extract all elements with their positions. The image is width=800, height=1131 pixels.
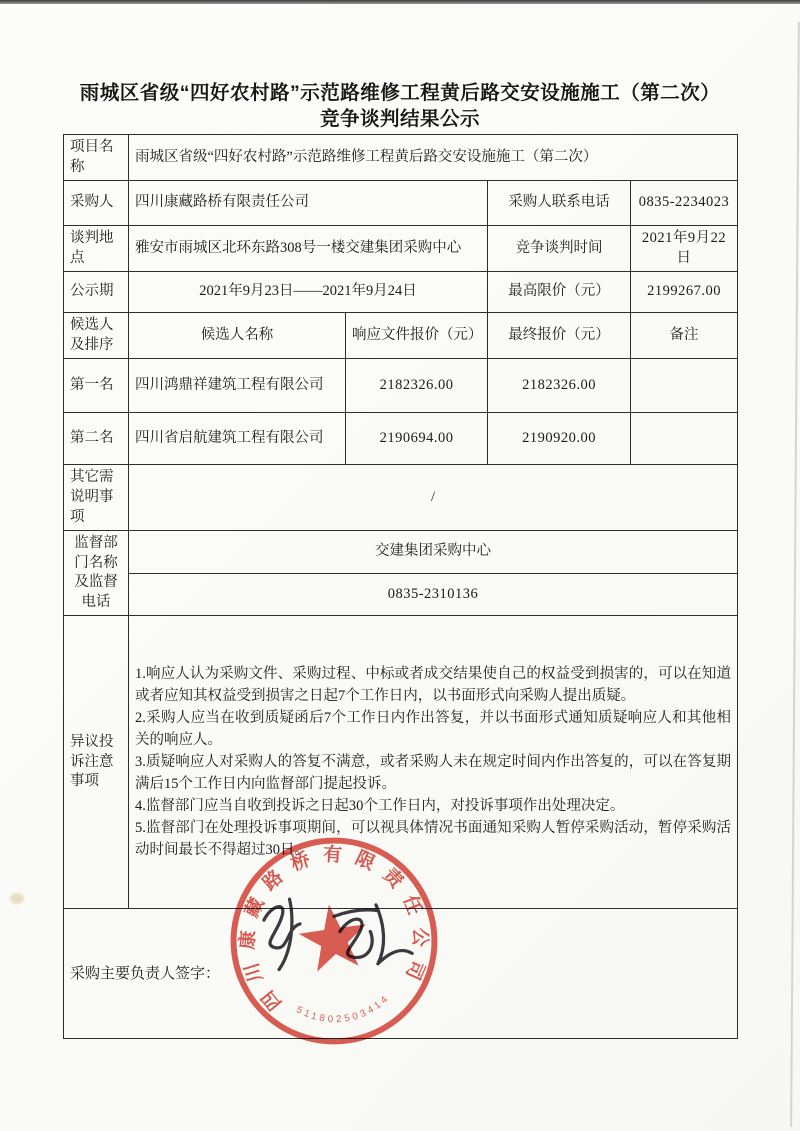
price-cap-label: 最高限价（元） <box>488 272 631 313</box>
negotiation-time-value: 2021年9月22日 <box>631 226 738 272</box>
candidate-2-remark <box>631 413 738 465</box>
negotiation-time-label: 竞争谈判时间 <box>488 226 631 272</box>
candidate-1-rank: 第一名 <box>64 359 129 413</box>
project-value: 雨城区省级“四好农村路”示范路维修工程黄后路交安设施施工（第二次） <box>129 135 738 181</box>
supervisor-phone-value: 0835-2310136 <box>129 574 738 616</box>
project-label: 项目名称 <box>64 135 129 181</box>
publicity-period-value: 2021年9月23日——2021年9月24日 <box>129 272 488 313</box>
venue-value: 雅安市雨城区北环东路308号一楼交建集团采购中心 <box>129 226 488 272</box>
row-supervisor-name <box>64 531 738 574</box>
scan-right-edge-artifact <box>790 22 800 1127</box>
signature-label: 采购主要负责人签字： <box>64 909 738 1039</box>
objection-item-1: 1.响应人认为采购文件、采购过程、中标或者成交结果使自己的权益受到损害的，可以在知道或者应知其权益受到损害之日起7个工作日内，以书面形式向采购人提出质疑。 <box>135 666 731 705</box>
venue-label: 谈判地点 <box>64 226 129 272</box>
candidates-row-label: 候选人及排序 <box>64 313 129 359</box>
handwritten-signature <box>243 862 433 982</box>
objection-label: 异议投诉注意事项 <box>64 616 129 909</box>
purchaser-label: 采购人 <box>64 181 129 226</box>
col-header-candidate-name: 候选人名称 <box>129 313 346 359</box>
purchaser-phone-value: 0835-2234023 <box>631 181 738 226</box>
row-candidate-headers <box>64 313 738 359</box>
objection-item-3: 3.质疑响应人对采购人的答复不满意，或者采购人未在规定时间内作出答复的，可以在答复期满后15个工作日内向监督部门提起投诉。 <box>135 754 731 793</box>
supervisor-label: 监督部门名称及监督电话 <box>64 531 129 616</box>
price-cap-value: 2199267.00 <box>631 272 738 313</box>
purchaser-phone-label: 采购人联系电话 <box>488 181 631 226</box>
row-supervisor-phone <box>64 574 738 616</box>
objection-item-5: 5.监督部门在处理投诉事项期间，可以视具体情况书面通知采购人暂停采购活动，暂停采购活动时间最长不得超过30日。 <box>135 820 731 859</box>
candidate-row-2 <box>64 413 738 465</box>
supervisor-name-value: 交建集团采购中心 <box>129 531 738 574</box>
other-notes-label: 其它需说明事项 <box>64 465 129 531</box>
candidate-2-rank: 第二名 <box>64 413 129 465</box>
scan-smudge-artifact <box>10 893 24 904</box>
scan-top-edge-artifact <box>0 0 800 4</box>
col-header-doc-price: 响应文件报价（元） <box>346 313 488 359</box>
document-title <box>40 80 760 132</box>
candidate-1-name: 四川鸿鼎祥建筑工程有限公司 <box>129 359 346 413</box>
publicity-label: 公示期 <box>64 272 129 313</box>
document-title-line2: 竞争谈判结果公示 <box>319 108 480 130</box>
candidate-row-1 <box>64 359 738 413</box>
row-project <box>64 135 738 181</box>
other-notes-value: / <box>129 465 738 531</box>
seal-company-text: 四川康藏路桥有限责任公司 <box>237 844 431 1014</box>
candidate-2-final-price: 2190920.00 <box>488 413 631 465</box>
objection-item-2: 2.采购人应当在收到质疑函后7个工作日内作出答复，并以书面形式通知质疑响应人和其他相关的响应人。 <box>135 710 731 749</box>
seal-number-text: 511802503414 <box>294 992 393 1026</box>
candidate-1-final-price: 2182326.00 <box>488 359 631 413</box>
candidate-2-doc-price: 2190694.00 <box>346 413 488 465</box>
row-purchaser <box>64 181 738 226</box>
document-title-line1: 雨城区省级“四好农村路”示范路维修工程黄后路交安设施施工（第二次） <box>79 82 721 104</box>
objection-item-4: 4.监督部门应当自收到投诉之日起30个工作日内，对投诉事项作出处理决定。 <box>135 798 625 815</box>
candidate-1-doc-price: 2182326.00 <box>346 359 488 413</box>
row-venue <box>64 226 738 272</box>
col-header-final-price: 最终报价（元） <box>488 313 631 359</box>
candidate-2-name: 四川省启航建筑工程有限公司 <box>129 413 346 465</box>
row-other-notes <box>64 465 738 531</box>
candidate-1-remark <box>631 359 738 413</box>
purchaser-value: 四川康藏路桥有限责任公司 <box>129 181 488 226</box>
col-header-remark: 备注 <box>631 313 738 359</box>
row-publicity <box>64 272 738 313</box>
